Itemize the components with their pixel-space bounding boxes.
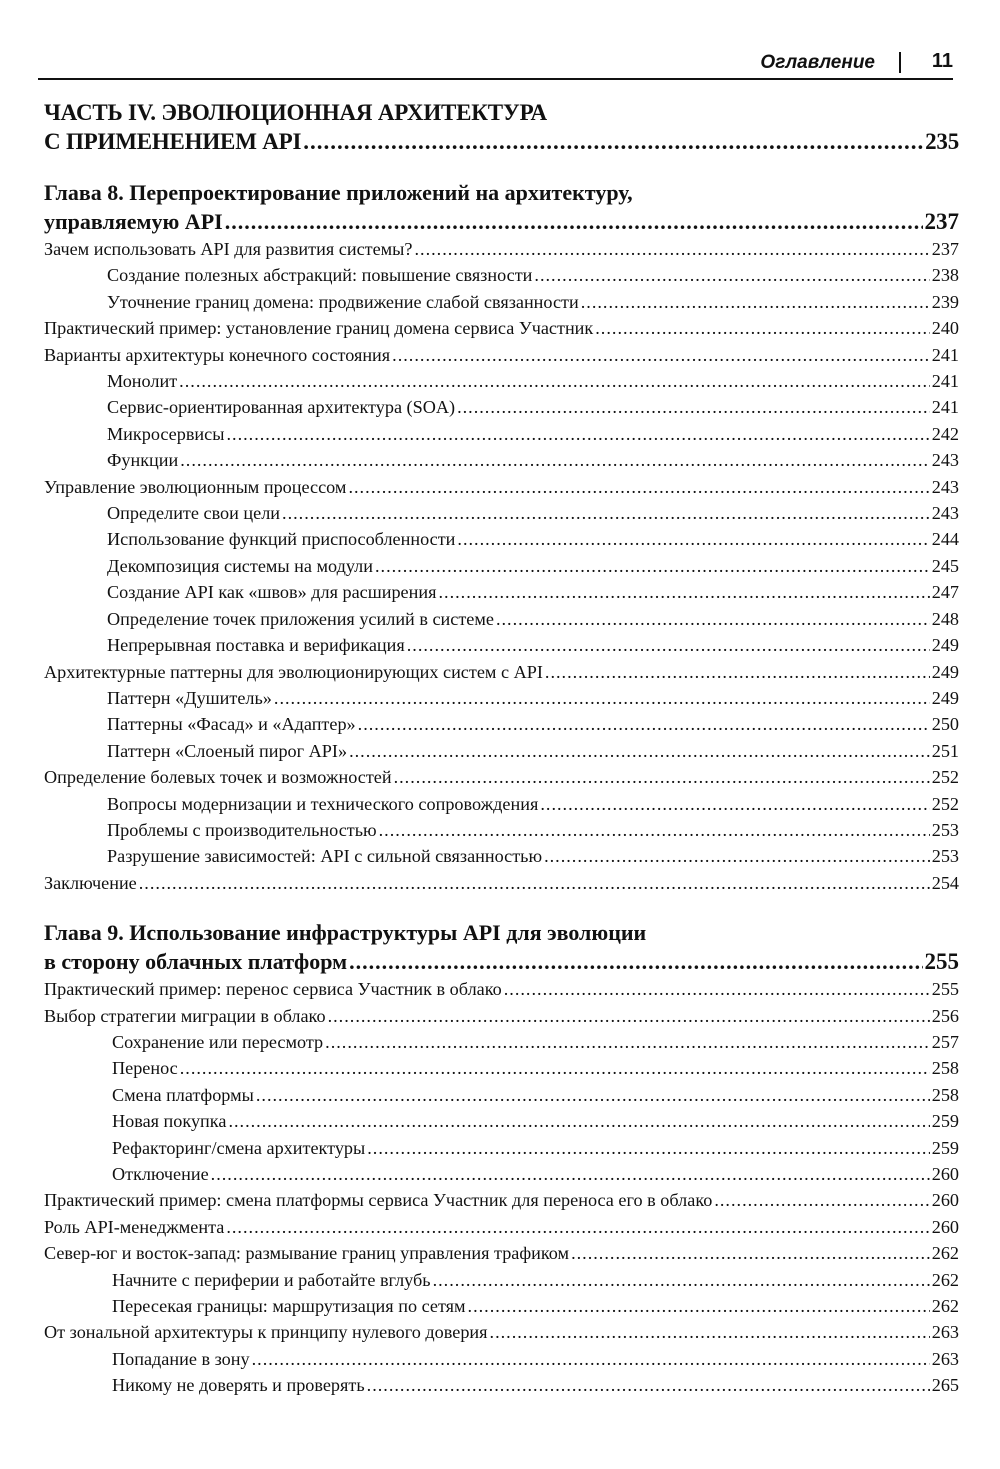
- leader-dots: [367, 1372, 930, 1398]
- toc-entry-title: Создание API как «швов» для расширения: [107, 582, 437, 603]
- toc-subentry: [44, 447, 959, 473]
- toc-subentry: [44, 817, 959, 843]
- toc-entry-page: 256: [931, 1005, 959, 1026]
- leader-dots: [225, 207, 923, 236]
- toc-entry-title: Роль API-менеджмента: [44, 1216, 225, 1237]
- toc-subentry: [44, 1135, 959, 1161]
- toc-entry-title: Непрерывная поставка и верификация: [107, 635, 405, 656]
- toc-entry-title: Разрушение зависимостей: API с сильной связанностью: [107, 846, 543, 867]
- toc-entry: [44, 870, 959, 896]
- chapter-8-title-line2-row: [44, 207, 959, 236]
- leader-dots: [496, 606, 930, 632]
- toc-subentry: [44, 843, 959, 869]
- part-title-line2: С ПРИМЕНЕНИЕМ API: [44, 129, 302, 154]
- leader-dots: [490, 1319, 930, 1345]
- toc-entry-title: Сохранение или пересмотр: [112, 1031, 324, 1052]
- chapter-9-heading: [44, 918, 959, 976]
- toc-subentry: [44, 553, 959, 579]
- toc-entry-title: Варианты архитектуры конечного состояния: [44, 344, 391, 365]
- toc-entry: [44, 236, 959, 262]
- toc-entry-title: Практический пример: перенос сервиса Участник в облако: [44, 979, 502, 1000]
- toc-entry: [44, 764, 959, 790]
- toc-entry-title: Паттерн «Душитель»: [107, 687, 272, 708]
- running-header-title: Оглавление: [760, 52, 875, 73]
- leader-dots: [226, 421, 929, 447]
- leader-dots: [348, 474, 929, 500]
- toc-entry-page: 255: [931, 979, 959, 1000]
- toc-entry-title: Новая покупка: [112, 1111, 227, 1132]
- leader-dots: [571, 1240, 930, 1266]
- leader-dots: [392, 342, 930, 368]
- toc-entry: [44, 1319, 959, 1345]
- toc-entry-title: Паттерн «Слоеный пирог API»: [107, 740, 348, 761]
- toc-entry-page: 243: [931, 450, 959, 471]
- chapter-9-title-line2-row: [44, 947, 959, 976]
- toc-entry: [44, 659, 959, 685]
- toc-entry-page: 262: [931, 1296, 959, 1317]
- toc-entry-title: Начните с периферии и работайте вглубь: [112, 1269, 431, 1290]
- toc-entry-page: 239: [931, 291, 959, 312]
- toc-subentry: [44, 791, 959, 817]
- toc-entry-page: 262: [931, 1269, 959, 1290]
- chapter-9-title-line2: в сторону облачных платформ: [44, 949, 348, 975]
- leader-dots: [468, 1293, 930, 1319]
- leader-dots: [714, 1187, 929, 1213]
- toc-subentry: [44, 394, 959, 420]
- toc-entry-page: 259: [931, 1137, 959, 1158]
- toc-entry-title: Сервис-ориентированная архитектура (SOA): [107, 397, 456, 418]
- toc-entry-page: 241: [931, 397, 959, 418]
- toc-entry-page: 243: [931, 476, 959, 497]
- toc-entry: [44, 1214, 959, 1240]
- leader-dots: [179, 368, 930, 394]
- part-title-line2-row: [44, 127, 959, 156]
- toc-entry-title: Создание полезных абстракций: повышение связности: [107, 265, 533, 286]
- toc-entry-page: 257: [931, 1031, 959, 1052]
- toc-entry-page: 260: [931, 1216, 959, 1237]
- toc-entry-page: 259: [931, 1111, 959, 1132]
- leader-dots: [534, 262, 929, 288]
- toc-entry-title: Смена платформы: [112, 1084, 254, 1105]
- toc-entry-page: 247: [931, 582, 959, 603]
- toc-entry-page: 260: [931, 1164, 959, 1184]
- toc-subentry: [44, 526, 959, 552]
- toc-entry: [44, 474, 959, 500]
- toc-entry-page: 262: [931, 1243, 959, 1264]
- toc-entry-title: Выбор стратегии миграции в облако: [44, 1005, 326, 1026]
- leader-dots: [367, 1135, 929, 1161]
- chapter-9-title-line1: Глава 9. Использование инфраструктуры API для эволюции: [44, 920, 647, 946]
- toc-entry-page: 250: [931, 714, 959, 735]
- toc-entry-title: Никому не доверять и проверять: [112, 1375, 365, 1396]
- leader-dots: [544, 843, 930, 869]
- toc-entry-page: 249: [931, 687, 959, 708]
- toc-entry-page: 242: [931, 423, 959, 444]
- toc-entry-page: 248: [931, 608, 959, 629]
- leader-dots: [545, 659, 930, 685]
- toc-entry: [44, 342, 959, 368]
- toc-subentry: [44, 1372, 959, 1398]
- chapter-9-page: 255: [924, 949, 959, 975]
- leader-dots: [457, 526, 929, 552]
- toc-entry-title: Архитектурные паттерны для эволюционирующих систем с API: [44, 661, 543, 682]
- toc-entry-page: 241: [931, 344, 959, 365]
- leader-dots: [303, 127, 923, 156]
- leader-dots: [252, 1346, 930, 1372]
- leader-dots: [504, 976, 930, 1002]
- toc-entry-title: Управление эволюционным процессом: [44, 476, 347, 497]
- toc-entry-page: 258: [931, 1058, 959, 1079]
- toc-subentry: [44, 1108, 959, 1134]
- toc-entry-page: 252: [931, 767, 959, 788]
- toc-entry-title: Пересекая границы: маршрутизация по сетям: [112, 1296, 466, 1317]
- leader-dots: [414, 236, 929, 262]
- toc-entry-title: Отключение: [112, 1164, 209, 1184]
- chapter-8-page: 237: [924, 209, 959, 234]
- leader-dots: [438, 579, 929, 605]
- table-of-contents: [44, 98, 959, 1399]
- chapter-9-entries: [44, 976, 959, 1399]
- toc-subentry: [44, 421, 959, 447]
- toc-subentry: [44, 685, 959, 711]
- toc-entry: [44, 1240, 959, 1266]
- toc-entry-page: 258: [931, 1084, 959, 1105]
- leader-dots: [328, 1003, 930, 1029]
- leader-dots: [180, 1055, 930, 1081]
- toc-subentry: [44, 368, 959, 394]
- toc-subentry: [44, 1267, 959, 1293]
- leader-dots: [228, 1108, 929, 1134]
- leader-dots: [256, 1082, 930, 1108]
- page-number: 11: [931, 50, 953, 72]
- toc-entry-title: Перенос: [112, 1058, 178, 1079]
- leader-dots: [394, 764, 930, 790]
- running-header-separator: [899, 52, 901, 73]
- toc-entry-title: Паттерны «Фасад» и «Адаптер»: [107, 714, 356, 735]
- toc-subentry: [44, 1293, 959, 1319]
- toc-subentry: [44, 632, 959, 658]
- leader-dots: [139, 870, 930, 896]
- chapter-8-title-line1: Глава 8. Перепроектирование приложений на архитектуру,: [44, 180, 633, 205]
- leader-dots: [274, 685, 930, 711]
- chapter-8-heading: [44, 178, 959, 236]
- toc-entry-page: 249: [931, 661, 959, 682]
- toc-entry-title: Рефакторинг/смена архитектуры: [112, 1137, 366, 1158]
- leader-dots: [349, 738, 930, 764]
- toc-entry-page: 237: [931, 239, 959, 259]
- toc-subentry: [44, 262, 959, 288]
- toc-entry-page: 263: [931, 1322, 959, 1343]
- toc-entry-page: 241: [931, 371, 959, 392]
- toc-entry-page: 238: [931, 265, 959, 286]
- leader-dots: [595, 315, 929, 341]
- toc-entry-page: 243: [931, 503, 959, 524]
- toc-subentry: [44, 500, 959, 526]
- leader-dots: [349, 947, 922, 976]
- toc-entry-title: Север-юг и восток-запад: размывание границ управления трафиком: [44, 1243, 570, 1264]
- leader-dots: [379, 817, 930, 843]
- toc-subentry: [44, 579, 959, 605]
- toc-entry: [44, 1187, 959, 1213]
- toc-entry-title: Вопросы модернизации и технического сопровождения: [107, 793, 539, 814]
- toc-entry-title: Заключение: [44, 872, 137, 893]
- toc-entry: [44, 976, 959, 1002]
- toc-subentry: [44, 711, 959, 737]
- toc-entry-title: Зачем использовать API для развития системы?: [44, 239, 413, 259]
- toc-entry-page: 251: [931, 740, 959, 761]
- toc-entry-page: 254: [931, 872, 959, 893]
- toc-entry-title: Функции: [107, 450, 179, 471]
- toc-entry-page: 260: [931, 1190, 959, 1211]
- toc-entry-title: Проблемы с производительностью: [107, 819, 377, 840]
- leader-dots: [211, 1161, 930, 1187]
- part-page: 235: [925, 129, 959, 154]
- leader-dots: [540, 791, 929, 817]
- toc-entry-title: Практический пример: установление границ домена сервиса Участник: [44, 318, 594, 339]
- part-heading: [44, 98, 959, 156]
- toc-entry-title: Декомпозиция системы на модули: [107, 555, 373, 576]
- toc-subentry: [44, 738, 959, 764]
- leader-dots: [407, 632, 930, 658]
- leader-dots: [358, 711, 930, 737]
- toc-entry-page: 240: [931, 318, 959, 339]
- leader-dots: [581, 289, 930, 315]
- toc-entry-title: Определение болевых точек и возможностей: [44, 767, 392, 788]
- leader-dots: [226, 1214, 929, 1240]
- toc-entry-page: 253: [931, 846, 959, 867]
- running-header: [38, 44, 953, 80]
- toc-subentry: [44, 1055, 959, 1081]
- leader-dots: [325, 1029, 930, 1055]
- leader-dots: [375, 553, 930, 579]
- toc-entry-title: Практический пример: смена платформы сервиса Участник для переноса его в облако: [44, 1190, 713, 1211]
- toc-entry-title: Микросервисы: [107, 423, 225, 444]
- toc-entry-title: От зональной архитектуры к принципу нулевого доверия: [44, 1322, 488, 1343]
- toc-entry-page: 265: [931, 1375, 959, 1396]
- leader-dots: [180, 447, 929, 473]
- chapter-8-entries: [44, 236, 959, 896]
- toc-entry-page: 244: [931, 529, 959, 550]
- toc-entry-title: Определите свои цели: [107, 503, 281, 524]
- toc-entry-page: 253: [931, 819, 959, 840]
- toc-subentry: [44, 1346, 959, 1372]
- toc-subentry: [44, 606, 959, 632]
- toc-subentry: [44, 1082, 959, 1108]
- chapter-8-title-line2: управляемую API: [44, 209, 223, 234]
- toc-entry: [44, 1003, 959, 1029]
- toc-subentry: [44, 1161, 959, 1187]
- leader-dots: [433, 1267, 930, 1293]
- toc-entry-page: 252: [931, 793, 959, 814]
- toc-entry-title: Уточнение границ домена: продвижение слабой связанности: [107, 291, 579, 312]
- toc-entry-page: 245: [931, 555, 959, 576]
- toc-subentry: [44, 289, 959, 315]
- toc-entry-page: 263: [931, 1348, 959, 1369]
- toc-entry-title: Использование функций приспособленности: [107, 529, 456, 550]
- toc-entry-title: Определение точек приложения усилий в системе: [107, 608, 494, 629]
- toc-entry-title: Попадание в зону: [112, 1348, 250, 1369]
- leader-dots: [282, 500, 930, 526]
- toc-subentry: [44, 1029, 959, 1055]
- leader-dots: [457, 394, 930, 420]
- toc-entry: [44, 315, 959, 341]
- toc-entry-title: Монолит: [107, 371, 178, 392]
- part-title-line1: ЧАСТЬ IV. ЭВОЛЮЦИОННАЯ АРХИТЕКТУРА: [44, 100, 547, 125]
- toc-entry-page: 249: [931, 635, 959, 656]
